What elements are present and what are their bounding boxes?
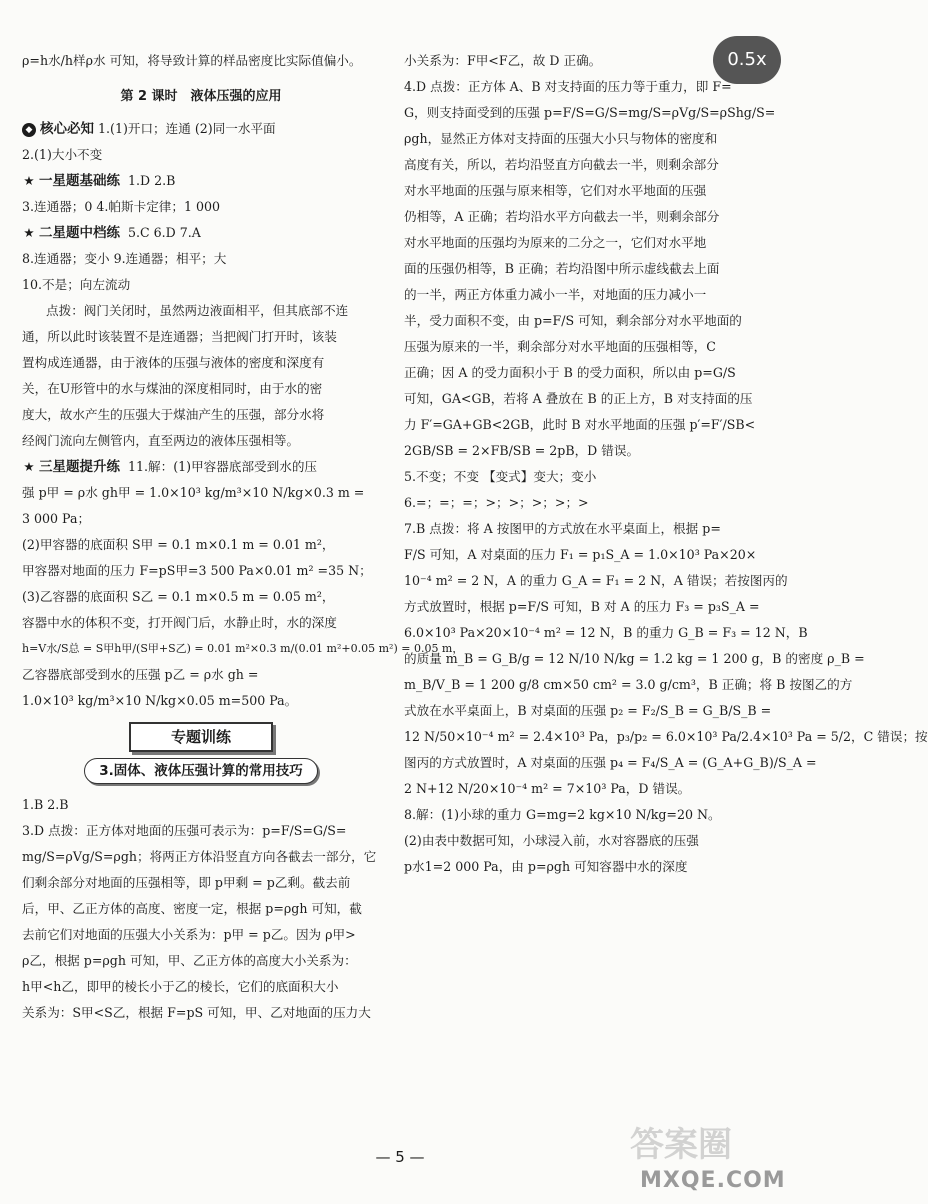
text-line: 2.(1)大小不变 <box>22 147 103 162</box>
text-line: 6.0×10³ Pa×20×10⁻⁴ m² = 12 N，B 的重力 G_B = F₃ = 12 N，B <box>404 625 808 640</box>
section-one-star-label: 一星题基础练 <box>39 173 120 189</box>
one-star-line <box>22 168 380 194</box>
text-line: 的一半，两正方体重力减小一半，对地面的压力减小一 <box>404 287 707 302</box>
text-line: 小关系为：F甲<F乙，故 D 正确。 <box>404 53 602 68</box>
text-line: 们剩余部分对地面的压强相等，即 p甲剩 = p乙剩。截去前 <box>22 875 351 890</box>
text-line: 经阀门流向左侧管内，直至两边的液体压强相等。 <box>22 433 300 448</box>
section-two-star-label: 二星题中档练 <box>39 225 120 241</box>
text-line: ρ=h水/h样ρ水 可知，将导致计算的样品密度比实际值偏小。 <box>22 53 362 68</box>
text-line: 10.不是；向左流动 <box>22 277 131 292</box>
text-line: 高度有关，所以，若均沿竖直方向截去一半，则剩余部分 <box>404 157 719 172</box>
formula-line: h=V水/S总 = S甲h甲/(S甲+S乙) = 0.01 m²×0.3 m/(0.01 m²+0.05 m²) = 0.05 m， <box>22 642 464 655</box>
text-line: 力 F′=GA+GB<2GB，此时 B 对水平地面的压强 p′=F′/SB< <box>404 417 756 432</box>
core-line <box>22 116 380 142</box>
text-line: 度大，故水产生的压强大于煤油产生的压强，部分水将 <box>22 407 325 422</box>
lesson-title: 第 2 课时 液体压强的应用 <box>120 89 282 104</box>
text-line: 8.解：(1)小球的重力 G=mg=2 kg×10 N/kg=20 N。 <box>404 807 721 822</box>
text-line: 5.不变；不变 【变式】变大；变小 <box>404 469 597 484</box>
text-line: m_B/V_B = 1 200 g/8 cm×50 cm² = 3.0 g/cm³，B 正确；将 B 按图乙的方 <box>404 677 853 692</box>
watermark-text: MXQE.COM <box>640 1168 786 1193</box>
text-line: 6.=；=；=；>；>；>；>；> <box>404 495 589 510</box>
text-line: 11.解：(1)甲容器底部受到水的压 <box>128 459 318 474</box>
watermark-line1: 答案圈 <box>630 1125 732 1165</box>
special-training-box: 专题训练 <box>129 722 273 752</box>
two-star-line <box>22 220 380 246</box>
star-icon: ★ <box>23 225 35 240</box>
text-line: 8.连通器；变小 9.连通器；相平；大 <box>22 251 227 266</box>
text-line: 方式放置时，根据 p=F/S 可知，B 对 A 的压力 F₃ = p₃S_A = <box>404 599 760 614</box>
text-line: 4.D 点拨：正方体 A、B 对支持面的压力等于重力，即 F= <box>404 79 732 94</box>
text-line: 通，所以此时该装置不是连通器；当把阀门打开时，该装 <box>22 329 337 344</box>
key-icon: ◆ <box>22 123 36 137</box>
text-line: 仍相等，A 正确；若均沿水平方向截去一半，则剩余部分 <box>404 209 720 224</box>
text-line: 3.连通器；0 4.帕斯卡定律；1 000 <box>22 199 221 214</box>
section-three-star-label: 三星题提升练 <box>39 459 120 475</box>
star-icon: ★ <box>23 459 35 474</box>
text-line: 正确；因 A 的受力面积小于 B 的受力面积，所以由 p=G/S <box>404 365 736 380</box>
text-line: G，则支持面受到的压强 p=F/S=G/S=mg/S=ρVg/S=ρShg/S= <box>404 105 776 120</box>
three-star-line <box>22 454 380 480</box>
text-line: (3)乙容器的底面积 S乙 = 0.1 m×0.5 m = 0.05 m²， <box>22 589 335 604</box>
text-line: 压强为原来的一半，剩余部分对水平地面的压强相等，C <box>404 339 716 354</box>
text-line: 面的压强仍相等，B 正确；若均沿图中所示虚线截去上面 <box>404 261 720 276</box>
text-line: 7.B 点拨：将 A 按图甲的方式放在水平桌面上，根据 p= <box>404 521 721 536</box>
text-line: 1.B 2.B <box>22 797 69 812</box>
text-line: 关，在U形管中的水与煤油的深度相同时，由于水的密 <box>22 381 323 396</box>
text-line: 12 N/50×10⁻⁴ m² = 2.4×10³ Pa，p₃/p₂ = 6.0×10³ Pa/2.4×10³ Pa = 5/2，C 错误；按 <box>404 729 928 744</box>
text-line: 的质量 m_B = G_B/g = 12 N/10 N/kg = 1.2 kg = 1 200 g，B 的密度 ρ_B = <box>404 651 865 666</box>
text-line: 可知，GA<GB，若将 A 叠放在 B 的正上方，B 对支持面的压 <box>404 391 753 406</box>
text-line: 1.(1)开口；连通 (2)同一水平面 <box>98 121 276 136</box>
text-line: 1.D 2.B <box>128 173 176 188</box>
text-line: h甲<h乙，即甲的棱长小于乙的棱长，它们的底面积大小 <box>22 979 339 994</box>
text-line: 10⁻⁴ m² = 2 N，A 的重力 G_A = F₁ = 2 N，A 错误；若按图丙的 <box>404 573 788 588</box>
text-line: 3 000 Pa； <box>22 511 91 526</box>
text-line: (2)由表中数据可知，小球浸入前，水对容器底的压强 <box>404 833 699 848</box>
text-line: 容器中水的体积不变，打开阀门后，水静止时，水的深度 <box>22 615 337 630</box>
text-line: 对水平地面的压强均为原来的二分之一，它们对水平地 <box>404 235 707 250</box>
text-line: 3.D 点拨：正方体对地面的压强可表示为：p=F/S=G/S= <box>22 823 347 838</box>
text-line: 点拨：阀门关闭时，虽然两边液面相平，但其底部不连 <box>46 303 349 318</box>
text-line: 5.C 6.D 7.A <box>128 225 201 240</box>
text-line: F/S 可知，A 对桌面的压力 F₁ = p₁S_A = 1.0×10³ Pa×20× <box>404 547 757 562</box>
text-line: ρgh，显然正方体对支持面的压强大小只与物体的密度和 <box>404 131 718 146</box>
text-line: (2)甲容器的底面积 S甲 = 0.1 m×0.1 m = 0.01 m²， <box>22 537 335 552</box>
page-number: — 5 — <box>375 1148 425 1166</box>
text-line: 去前它们对地面的压强大小关系为：p甲 = p乙。因为 ρ甲> <box>22 927 356 942</box>
text-line: ρ乙，根据 p=ρgh 可知，甲、乙正方体的高度大小关系为： <box>22 953 357 968</box>
star-icon: ★ <box>23 173 35 188</box>
zoom-indicator[interactable]: 0.5x <box>713 36 781 84</box>
text-line: 甲容器对地面的压力 F=pS甲=3 500 Pa×0.01 m² =35 N； <box>22 563 372 578</box>
text-line: 乙容器底部受到水的压强 p乙 = ρ水 gh = <box>22 667 259 682</box>
text-line: 1.0×10³ kg/m³×10 N/kg×0.05 m=500 Pa。 <box>22 693 298 708</box>
left-column <box>22 48 464 1026</box>
text-line: 半，受力面积不变，由 p=F/S 可知，剩余部分对水平地面的 <box>404 313 742 328</box>
text-line: 强 p甲 = ρ水 gh甲 = 1.0×10³ kg/m³×10 N/kg×0.3 m = <box>22 485 365 500</box>
text-line: 2GB/SB = 2×FB/SB = 2pB，D 错误。 <box>404 443 640 458</box>
right-column <box>404 48 928 880</box>
text-line: mg/S=ρVg/S=ρgh；将两正方体沿竖直方向各截去一部分，它 <box>22 849 377 864</box>
text-line: 2 N+12 N/20×10⁻⁴ m² = 7×10³ Pa，D 错误。 <box>404 781 691 796</box>
text-line: 对水平地面的压强与原来相等，它们对水平地面的压强 <box>404 183 707 198</box>
text-line: p水1=2 000 Pa，由 p=ρgh 可知容器中水的深度 <box>404 859 688 874</box>
topic-title: 3.固体、液体压强计算的常用技巧 <box>84 758 318 784</box>
section-core-label: 核心必知 <box>40 121 94 137</box>
text-line: 关系为：S甲<S乙，根据 F=pS 可知，甲、乙对地面的压力大 <box>22 1005 371 1020</box>
text-line: 图丙的方式放置时，A 对桌面的压强 p₄ = F₄/S_A = (G_A+G_B)/S_A = <box>404 755 817 770</box>
text-line: 置构成连通器，由于液体的压强与液体的密度和深度有 <box>22 355 325 370</box>
text-line: 式放在水平桌面上，B 对桌面的压强 p₂ = F₂/S_B = G_B/S_B = <box>404 703 772 718</box>
text-line: 后，甲、乙正方体的高度、密度一定，根据 p=ρgh 可知，截 <box>22 901 362 916</box>
